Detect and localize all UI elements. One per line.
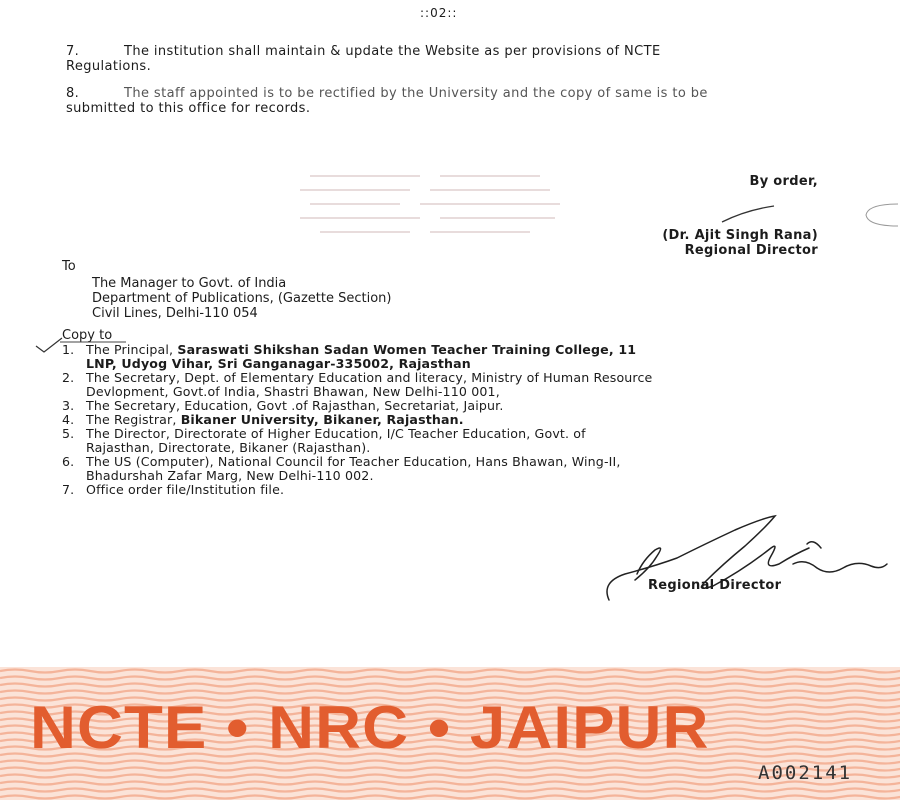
by-order-text: By order, — [749, 174, 818, 189]
signatory-designation: Regional Director — [684, 243, 818, 258]
address-block — [92, 276, 391, 321]
paragraph-8 — [66, 86, 826, 116]
list-item-bold-text: LNP, Udyog Vihar, Sri Ganganagar-335002, Rajasthan — [86, 356, 471, 371]
paragraph-text: The staff appointed is to be rectified by the University and the copy of same is to be — [124, 86, 708, 101]
address-line: Department of Publications, (Gazette Section) — [92, 291, 392, 306]
copy-to-list — [62, 343, 822, 497]
list-item-text: Rajasthan, Directorate, Bikaner (Rajasthan). — [86, 440, 371, 455]
banner-title: NCTE • NRC • JAIPUR — [30, 694, 710, 761]
paragraph-text: The institution shall maintain & update the Website as per provisions of NCTE — [124, 44, 661, 59]
list-item-number: 7. — [62, 482, 75, 497]
list-item — [62, 399, 822, 413]
handwritten-signature — [595, 508, 895, 608]
list-item — [62, 483, 822, 497]
bleed-through-marks — [300, 168, 600, 248]
list-item-text: The Registrar, — [86, 412, 181, 427]
copy-to-heading: Copy to — [62, 328, 113, 343]
list-item-text: Bhadurshah Zafar Marg, New Delhi-110 002. — [86, 468, 374, 483]
paragraph-continuation: Regulations. — [66, 59, 152, 74]
punch-hole-mark — [858, 200, 900, 230]
list-item-number: 3. — [62, 398, 75, 413]
page-number: ::02:: — [420, 6, 458, 20]
list-item — [62, 427, 822, 455]
list-item-text: The US (Computer), National Council for Teacher Education, Hans Bhawan, Wing-II, — [86, 454, 621, 469]
list-item — [62, 343, 822, 371]
list-item — [62, 371, 822, 399]
list-item-number: 5. — [62, 426, 75, 441]
list-item-number: 2. — [62, 370, 75, 385]
list-item-text: Devlopment, Govt.of India, Shastri Bhawan, New Delhi-110 001, — [86, 384, 500, 399]
list-item-text: The Principal, — [86, 342, 178, 357]
serial-number: A002141 — [758, 762, 853, 784]
list-item-number: 1. — [62, 342, 75, 357]
list-item-number: 6. — [62, 454, 75, 469]
list-item — [62, 455, 822, 483]
list-item-text: The Director, Directorate of Higher Education, I/C Teacher Education, Govt. of — [86, 426, 586, 441]
list-item-text: Office order file/Institution file. — [86, 482, 285, 497]
list-item-text: The Secretary, Dept. of Elementary Education and literacy, Ministry of Human Resource — [86, 370, 653, 385]
list-item-bold-text: Saraswati Shikshan Sadan Women Teacher Training College, 11 — [177, 342, 637, 357]
list-item-text: The Secretary, Education, Govt .of Rajasthan, Secretariat, Jaipur. — [86, 398, 504, 413]
list-item — [62, 413, 822, 427]
list-item-bold-text: Bikaner University, Bikaner, Rajasthan. — [180, 412, 464, 427]
paragraph-7 — [66, 44, 826, 74]
list-item-number: 4. — [62, 412, 75, 427]
address-line: Civil Lines, Delhi-110 054 — [92, 306, 258, 321]
paragraph-continuation: submitted to this office for records. — [66, 101, 311, 116]
bottom-signatory-designation: Regional Director — [648, 578, 782, 593]
paragraph-number: 8. — [66, 86, 80, 101]
to-label: To — [62, 259, 76, 274]
address-line: The Manager to Govt. of India — [92, 276, 287, 291]
signatory-name: (Dr. Ajit Singh Rana) — [662, 228, 818, 243]
signature-stroke-icon — [718, 204, 778, 226]
paragraph-number: 7. — [66, 44, 80, 59]
tick-mark-icon — [34, 336, 64, 356]
